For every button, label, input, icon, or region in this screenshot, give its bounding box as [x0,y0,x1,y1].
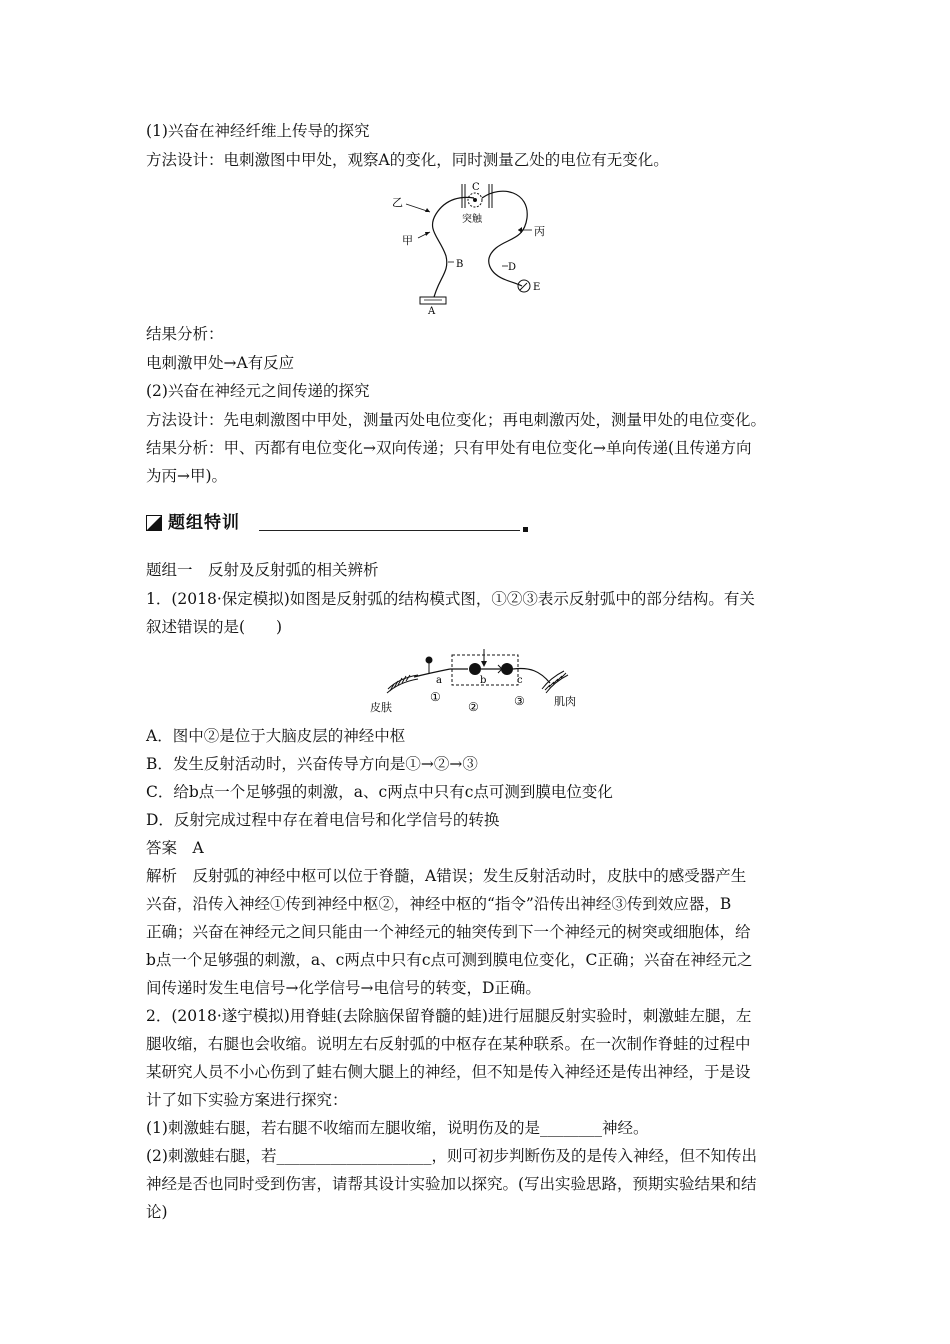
q1-option-d: D．反射完成过程中存在着电信号和化学信号的转换 [146,811,500,829]
q2-stem-line: 计了如下实验方案进行探究： [146,1091,348,1109]
skin-receptor [387,675,418,693]
synapse-dot [473,198,477,202]
q2-sub2-line: 论) [146,1203,168,1221]
label-a: A [428,306,436,316]
reflex-arc-figure [370,645,585,715]
group1-title: 题组一 反射及反射弧的相关辨析 [146,561,379,579]
section-rule [259,530,520,531]
q1-analysis-line: 正确；兴奋在神经元之间只能由一个神经元的轴突传到下一个神经元的树突或细胞体，给 [146,923,751,941]
q1-analysis-line: 间传递时发生电信号→化学信号→电信号的转变，D正确。 [146,979,541,997]
receptor-a-box [420,297,446,304]
q2-sub2-line: (2)刺激蛙右腿，若____________________，则可初步判断伤及的是传入神经，但不知传出 [146,1147,757,1165]
q1-option-c: C．给b点一个足够强的刺激，a、c两点中只有c点可测到膜电位变化 [146,783,613,801]
label-jia: 甲 [402,234,413,247]
label-c: C [472,182,480,193]
part1-method: 方法设计：电刺激图中甲处，观察A的变化，同时测量乙处的电位有无变化。 [146,151,669,169]
part2-result-line1: 结果分析：甲、丙都有电位变化→双向传递；只有甲处有电位变化→单向传递(且传递方向 [146,439,752,457]
q1-analysis-line: b点一个足够强的刺激，a、c两点中只有c点可测到膜电位变化，C正确；兴奋在神经元之 [146,951,753,969]
q1-analysis-line: 兴奋，沿传入神经①传到神经中枢②，神经中枢的“指令”沿传出神经③传到效应器，B [146,895,732,913]
label-yi: 乙 [392,196,403,209]
q1-answer: 答案 A [146,839,204,857]
label-muscle: 肌肉 [554,695,576,708]
part2-result-line2: 为丙→甲)。 [146,467,228,485]
label-skin: 皮肤 [370,701,392,714]
q2-stem-line: 2．(2018·遂宁模拟)用脊蛙(去除脑保留脊髓的蛙)进行屈腿反射实验时，刺激蛙左腿，左 [146,1007,752,1025]
q1-stem-line1: 1．(2018·保定模拟)如图是反射弧的结构模式图，①②③表示反射弧中的部分结构。有关 [146,590,755,608]
section-header [146,512,528,534]
section-title: 题组特训 [168,513,240,533]
label-n1: ① [430,690,441,704]
label-n3: ③ [514,694,525,708]
nerve-experiment-figure [390,178,550,316]
label-n2: ② [468,700,479,714]
q2-stem-line: 某研究人员不小心伤到了蛙右侧大腿上的神经，但不知是传入神经还是传出神经，于是设 [146,1063,751,1081]
part1-result-label: 结果分析： [146,325,224,343]
part1-heading: (1)兴奋在神经纤维上传导的探究 [146,122,370,140]
part1-result: 电刺激甲处→A有反应 [146,354,295,372]
q1-option-a: A．图中②是位于大脑皮层的神经中枢 [146,727,406,745]
label-bing: 丙 [534,225,545,238]
label-b: b [480,675,487,686]
label-e: E [533,282,541,293]
interneuron-body [469,663,481,675]
label-c: c [517,675,523,686]
left-nerve-fiber [433,197,475,301]
motor-neuron-body [501,663,513,675]
q2-sub2-line: 神经是否也同时受到伤害，请帮其设计实验加以探究。(写出实验思路，预期实验结果和结 [146,1175,757,1193]
part2-heading: (2)兴奋在神经元之间传递的探究 [146,382,370,400]
q1-stem-line2: 叙述错误的是( ) [146,618,283,636]
nerve-experiment-diagram [390,178,550,316]
q2-stem-line: 腿收缩，右腿也会收缩。说明左右反射弧的中枢存在某种联系。在一次制作脊蛙的过程中 [146,1035,751,1053]
reflex-arc-diagram [370,645,585,715]
afferent-nerve [414,669,450,677]
part2-method: 方法设计：先电刺激图中甲处，测量丙处电位变化；再电刺激丙处，测量甲处的电位变化。 [146,411,767,429]
label-d: D [508,262,517,273]
section-dot [523,527,528,532]
q1-option-b: B．发生反射活动时，兴奋传导方向是①→②→③ [146,755,478,773]
q1-analysis-line: 解析 反射弧的神经中枢可以位于脊髓，A错误；发生反射活动时，皮肤中的感受器产生 [146,867,747,885]
label-synapse: 突触 [462,214,482,225]
label-a: a [436,675,442,686]
q2-sub1: (1)刺激蛙右腿，若右腿不收缩而左腿收缩，说明伤及的是________神经。 [146,1119,649,1137]
muscle-effector [542,671,568,693]
label-b: B [456,259,464,270]
ganglion-cell-body [426,657,433,664]
section-triangle-icon [146,515,162,531]
